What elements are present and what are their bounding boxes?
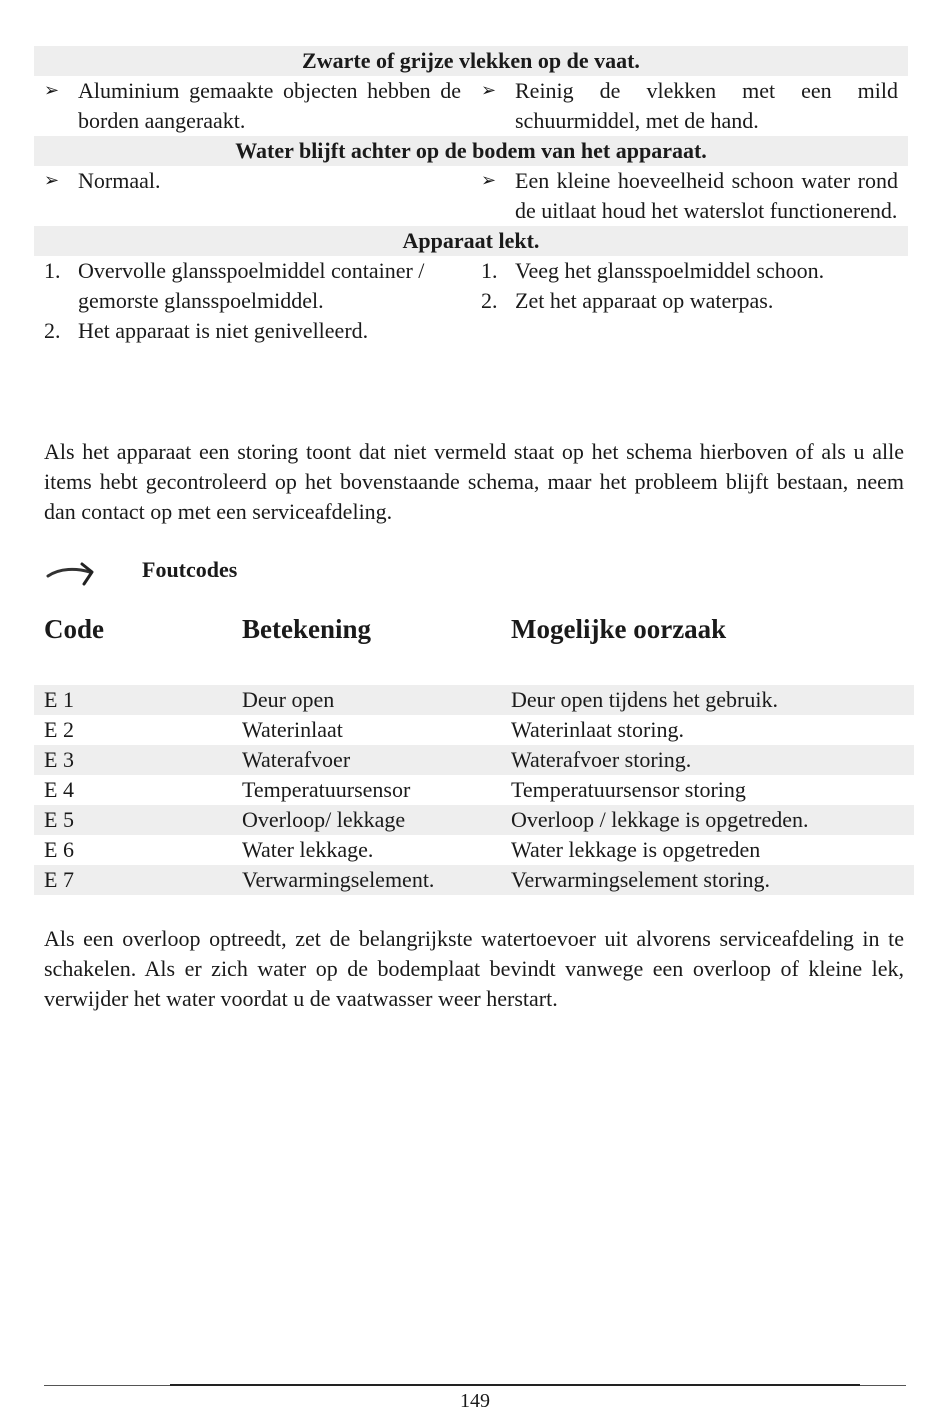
bullet-arrow-icon: ➢ <box>481 170 497 191</box>
codes-table-header <box>44 614 914 654</box>
cause-cell: Waterinlaat storing. <box>511 717 684 742</box>
item-text: Een kleine hoeveelheid schoon water rond de uitlaat houd het waterslot functionerend. <box>515 168 898 223</box>
cause-cell: Waterafvoer storing. <box>511 747 692 772</box>
header-cause: Mogelijke oorzaak <box>511 614 727 644</box>
code-cell: E 1 <box>44 687 74 712</box>
code-cell: E 7 <box>44 867 74 892</box>
trouble-row <box>34 76 908 136</box>
table-row <box>34 745 914 775</box>
intro-paragraph: Als het apparaat een storing toont dat niet vermeld staat op het schema hierboven of als u alle items hebt gecontroleerd op het bovenstaande schema, maar het probleem blijft bestaan, neem dan contact op met een serviceafdeling. <box>44 439 904 524</box>
meaning-cell: Deur open <box>242 687 335 712</box>
bullet-arrow-icon: ➢ <box>481 80 497 101</box>
item-text: Reinig de vlekken met een mild schuurmiddel, met de hand. <box>515 78 898 133</box>
cause-cell: Overloop / lekkage is opgetreden. <box>511 807 809 832</box>
page-number: 149 <box>460 1390 490 1412</box>
section-title: Foutcodes <box>142 557 238 582</box>
cause-item <box>44 76 461 136</box>
list-number: 1. <box>44 258 61 283</box>
cause-item <box>44 166 461 196</box>
meaning-cell: Water lekkage. <box>242 837 374 862</box>
list-number: 2. <box>481 288 498 313</box>
trouble-row <box>34 166 908 226</box>
code-cell: E 4 <box>44 777 74 802</box>
meaning-cell: Verwarmingselement. <box>242 867 435 892</box>
table-row <box>34 865 914 895</box>
list-number: 2. <box>44 318 61 343</box>
trouble-heading: Apparaat lekt. <box>34 226 908 256</box>
closing-paragraph: Als een overloop optreedt, zet de belangrijkste watertoevoer uit alvorens serviceafdeling in te schakelen. Als er zich water op de bodemplaat bevindt vanwege een overloop of kleine lek, verwijder het water voordat u de vaatwasser weer herstart. <box>44 926 904 1011</box>
item-text: Zet het apparaat op waterpas. <box>515 288 774 313</box>
trouble-row <box>34 256 908 346</box>
cause-cell: Temperatuursensor storing <box>511 777 746 802</box>
code-cell: E 6 <box>44 837 74 862</box>
cause-cell: Deur open tijdens het gebruik. <box>511 687 778 712</box>
table-row <box>34 775 914 805</box>
solution-column <box>471 76 908 136</box>
cause-column <box>34 256 471 346</box>
meaning-cell: Waterafvoer <box>242 747 351 772</box>
solution-column <box>471 256 908 346</box>
troubleshooting-table <box>34 46 908 346</box>
table-row <box>34 685 914 715</box>
meaning-cell: Temperatuursensor <box>242 777 411 802</box>
list-number: 1. <box>481 258 498 283</box>
solution-item <box>481 166 898 226</box>
meaning-cell: Overloop/ lekkage <box>242 807 406 832</box>
item-text: Veeg het glansspoelmiddel schoon. <box>515 258 825 283</box>
cause-item <box>44 256 461 316</box>
item-text: Overvolle glansspoelmiddel container / gemorste glansspoelmiddel. <box>78 258 425 313</box>
arrow-icon <box>46 560 96 588</box>
table-row <box>34 715 914 745</box>
solution-item <box>481 76 898 136</box>
item-text: Normaal. <box>78 168 161 193</box>
cause-column <box>34 76 471 136</box>
solution-column <box>471 166 908 226</box>
item-text: Het apparaat is niet genivelleerd. <box>78 318 369 343</box>
code-cell: E 3 <box>44 747 74 772</box>
footer-rule-accent <box>170 1384 860 1386</box>
cause-item <box>44 316 461 346</box>
header-meaning: Betekening <box>242 614 372 644</box>
item-text: Aluminium gemaakte objecten hebben de borden aangeraakt. <box>78 78 461 133</box>
table-row <box>34 805 914 835</box>
code-cell: E 2 <box>44 717 74 742</box>
error-codes-table <box>34 685 914 895</box>
cause-cell: Verwarmingselement storing. <box>511 867 771 892</box>
trouble-heading: Zwarte of grijze vlekken op de vaat. <box>34 46 908 76</box>
cause-column <box>34 166 471 226</box>
code-cell: E 5 <box>44 807 74 832</box>
solution-item <box>481 286 898 316</box>
bullet-arrow-icon: ➢ <box>44 80 60 101</box>
cause-cell: Water lekkage is opgetreden <box>511 837 761 862</box>
solution-item <box>481 256 898 286</box>
header-code: Code <box>44 614 104 644</box>
bullet-arrow-icon: ➢ <box>44 170 60 191</box>
meaning-cell: Waterinlaat <box>242 717 343 742</box>
trouble-heading: Water blijft achter op de bodem van het apparaat. <box>34 136 908 166</box>
table-row <box>34 835 914 865</box>
